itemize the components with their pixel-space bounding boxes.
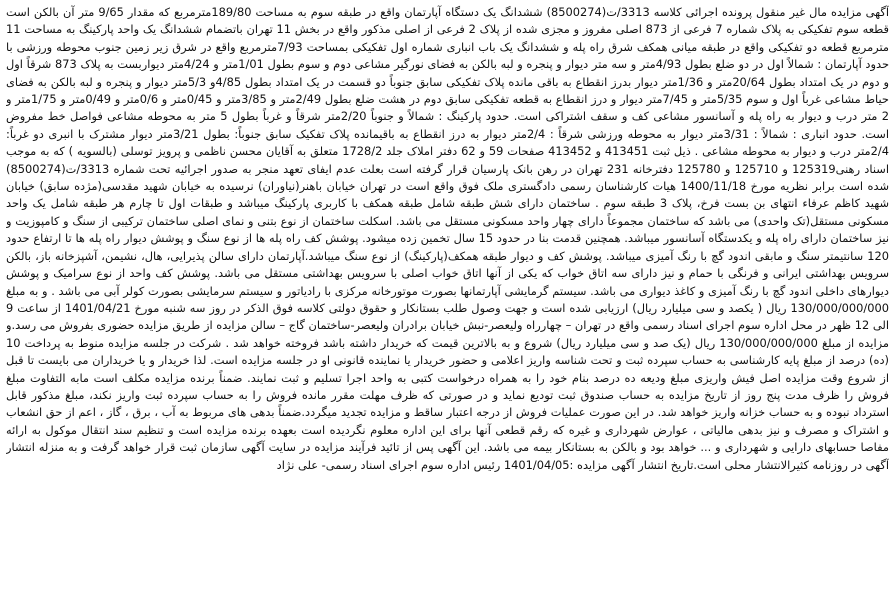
auction-notice: [6, 4, 889, 587]
notice-body-text: آگهی مزایده مال غیر منقول پرونده اجرائی کلاسه 3313/ت(8500274) ششدانگ یک دستگاه آپارتمان واقع در طبقه سوم به مساحت 189/80مترمربع که مقدار 9/65 متر آن بالکن است قطعه سوم تفکیکی به پلاک شماره 7 فرعی از 873 اصلی مفروز و مجزی شده از پلاک 2 فرعی از اصلی مذکور واقع در بخش 11 تهران باتضمام ششدانگ یک واحد پارکینگ به مساحت 11 مترمربع قطعه دو تفکیکی واقع در طبقه میانی همکف شرق راه پله و ششدانگ یک باب انباری شماره اول تفکیکی بمساحت 7/93مترمربع واقع در شرق زیر زمین جنوب محوطه ورزشی با حدود آپارتمان : شمالاً اول در دو ضلع بطول 4/93متر و سه متر دیوار و پنجره و لبه بالکن به فضای نورگیر مشاعی دوم و سوم بطول 1/01متر و 4/24متر دیواربست به پلاک 873 شرقاً اول و دوم در یک امتداد بطول 20/64متر و 1/36متر دیوار بدرز انقطاع به باقی مانده پلاک تفکیکی سابق جنوباً دو قسمت در یک امتداد بطول 4/85و 5/3متر دیوار و پنجره و لبه بالکن به فضای حیاط مشاعی غرباً اول و سوم 5/35متر و 7/45متر دیوار و درز انقطاع به قطعه تفکیکی سابق دوم در هشت ضلع بطول 2/49متر و 3/85متر و 0/45متر و 0/6متر و 0/49متر و 1/75متر و 2 متر درب و دیوار به راه پله و آسانسور مشاعی کف و سقف اشتراکی است. حدود پارکینگ : شمالاً و جنوباً 2/20متر شرقاً و غرباً بطول 5 متر به محوطه مشاعی فواصل خط مفروض است. حدود انباری : شمالاً : 3/31متر دیوار به محوطه ورزشی شرقاً : 2/4متر دیوار به درز انقطاع به باقیمانده پلاک تفکیک سابق جنوباً: بطول 3/21متر دیوار مشترک با انبری دو غرباً: 2/4متر درب و دیوار به محوطه مشاعی . ذیل ثبت 413451 و 413452 صفحات 59 و 62 دفتر املاک جلد 1728/2 متعلق به آقایان محسن ناظمی و پرویز توسلی (بالسویه ) که به موجب اسناد رهنی125319 و 125710 و 125780 دفترخانه 231 تهران در رهن بانک پارسیان قرار گرفته است بعلت عدم ایفای تعهد منجر به صدور اجرائیه تحت شماره 3313/ت(8500274) شده است برابر نظریه مورخ 1400/11/18 هیات کارشناسان رسمی دادگستری ملک فوق واقع است در تهران خیابان باهنر(نیاوران) نرسیده به خیابان شهید مقدسی(مژده سابق) خیابان شهید کاظم عرفاء انتهای بن بست فرخ، پلاک 3 طبقه سوم . ساختمان دارای شش طبقه شامل طبقه همکف با کاربری پارکینگ میباشد و طبقات اول تا چارم هر طبقه شامل یک واحد مسکونی مستقل(تک واحدی) می باشد که ساختمان مجموعاً دارای چهار واحد مسکونی مستقل می باشد. اسکلت ساختمان از نوع بتنی و نمای اصلی ساختمان ترکیبی از سنگ و کامپوزیت و نیز ساختمان دارای راه پله و یکدستگاه آسانسور میباشد. همچنین قدمت بنا در حدود 15 سال تخمین زده میشود. پوشش کف راه پله ها از نوع سنگ و پوشش دیوار راه پله ها تا ارتفاع حدود 120 سانتیمتر سنگ و مابقی اندود گچ با رنگ آمیزی میباشد. پوشش کف و دیوار طبقه همکف(پارکینگ) از نوع سنگ میباشد.آپارتمان دارای سالن پذیرایی، هال، نشیمن، آشپزخانه باز، بالکن سرویس بهداشتی ایرانی و فرنگی با حمام و نیز دارای سه اتاق خواب که یکی از آنها اتاق خواب اصلی با سرویس بهداشتی مستقل می باشد. پوشش کف واحد از نوع سرامیک و پوشش دیوارهای داخلی اندود گچ با رنگ آمیزی و کاغذ دیواری می باشد. سیستم گرمایشی آپارتمانها بصورت موتورخانه مرکزی با رادیاتور و سیستم سرمایشی بصورت کولر آبی می باشد . و به مبلغ 130/000/000/000 ریال ( یکصد و سی میلیارد ریال) ارزیابی شده است و جهت وصول طلب بستانکار و حقوق دولتی کلاسه فوق الذکر در روز سه شنبه مورخ 1401/04/21 از ساعت 9 الی 12 ظهر در محل اداره سوم اجرای اسناد رسمی واقع در تهران – چهارراه ولیعصر-نبش خیابان برادران ولیعصر-ساختمان گاج – سالن مزایده از طریق مزایده حضوری بفروش می رسد.و مزایده از مبلغ 130/000/000/000 ریال (یک صد و سی میلیارد ریال) شروع و به بالاترین قیمت که خریدار داشته باشد فروخته خواهد شد . شرکت در جلسه مزایده منوط به پرداخت 10 (ده) درصد از مبلغ پایه کارشناسی به حساب سپرده ثبت و تحت شناسه واریز اعلامی و حضور خریدار یا نماینده قانونی او در جلسه مزایده است. لذا خریدار و یا خریداران می بایست تا قبل از شروع وقت مزایده اصل فیش واریزی مبلغ ودیعه ده درصد بنام خود را به همراه درخواست کتبی به واحد اجرا تسلیم و ثبت نمایند. ضمناً برنده مزایده مکلف است مابه التفاوت مبلغ فروش را ظرف مدت پنج روز از تاریخ مزایده به حساب صندوق ثبت تودیع نماید و در صورتی که ظرف مهلت مقرر مانده فروش را به حساب سپرده ثبت واریز نکند، مبلغ مذکور قابل استرداد نبوده و به حساب خزانه واریز خواهد شد. در این صورت عملیات فروش از درجه اعتبار ساقط و مزایده تجدید میگردد.ضمناً بدهی های مربوط به آب ، برق ، گاز ، اعم از حق انشعاب و اشتراک و مصرف و نیز بدهی مالیاتی ، عوارض شهرداری و غیره که رقم قطعی آنها برای این اداره معلوم نگردیده است بعهده برنده مزایده است و تنظیم سند انتقال موکول به ارائه مفاصا حسابهای دارایی و شهرداری و ... خواهد بود و بالکن به بستانکار بیمه می باشد. این آگهی پس از تائید فرآیند مزایده در سایت آگهی سازمان ثبت قرار خواهد گرفت و به منزله انتشار آگهی در روزنامه کثیرالانتشار محلی است.تاریخ انتشار آگهی مزایده :1401/04/05 رئیس اداره سوم اجرای اسناد رسمی- علی نژاد: [6, 5, 889, 472]
